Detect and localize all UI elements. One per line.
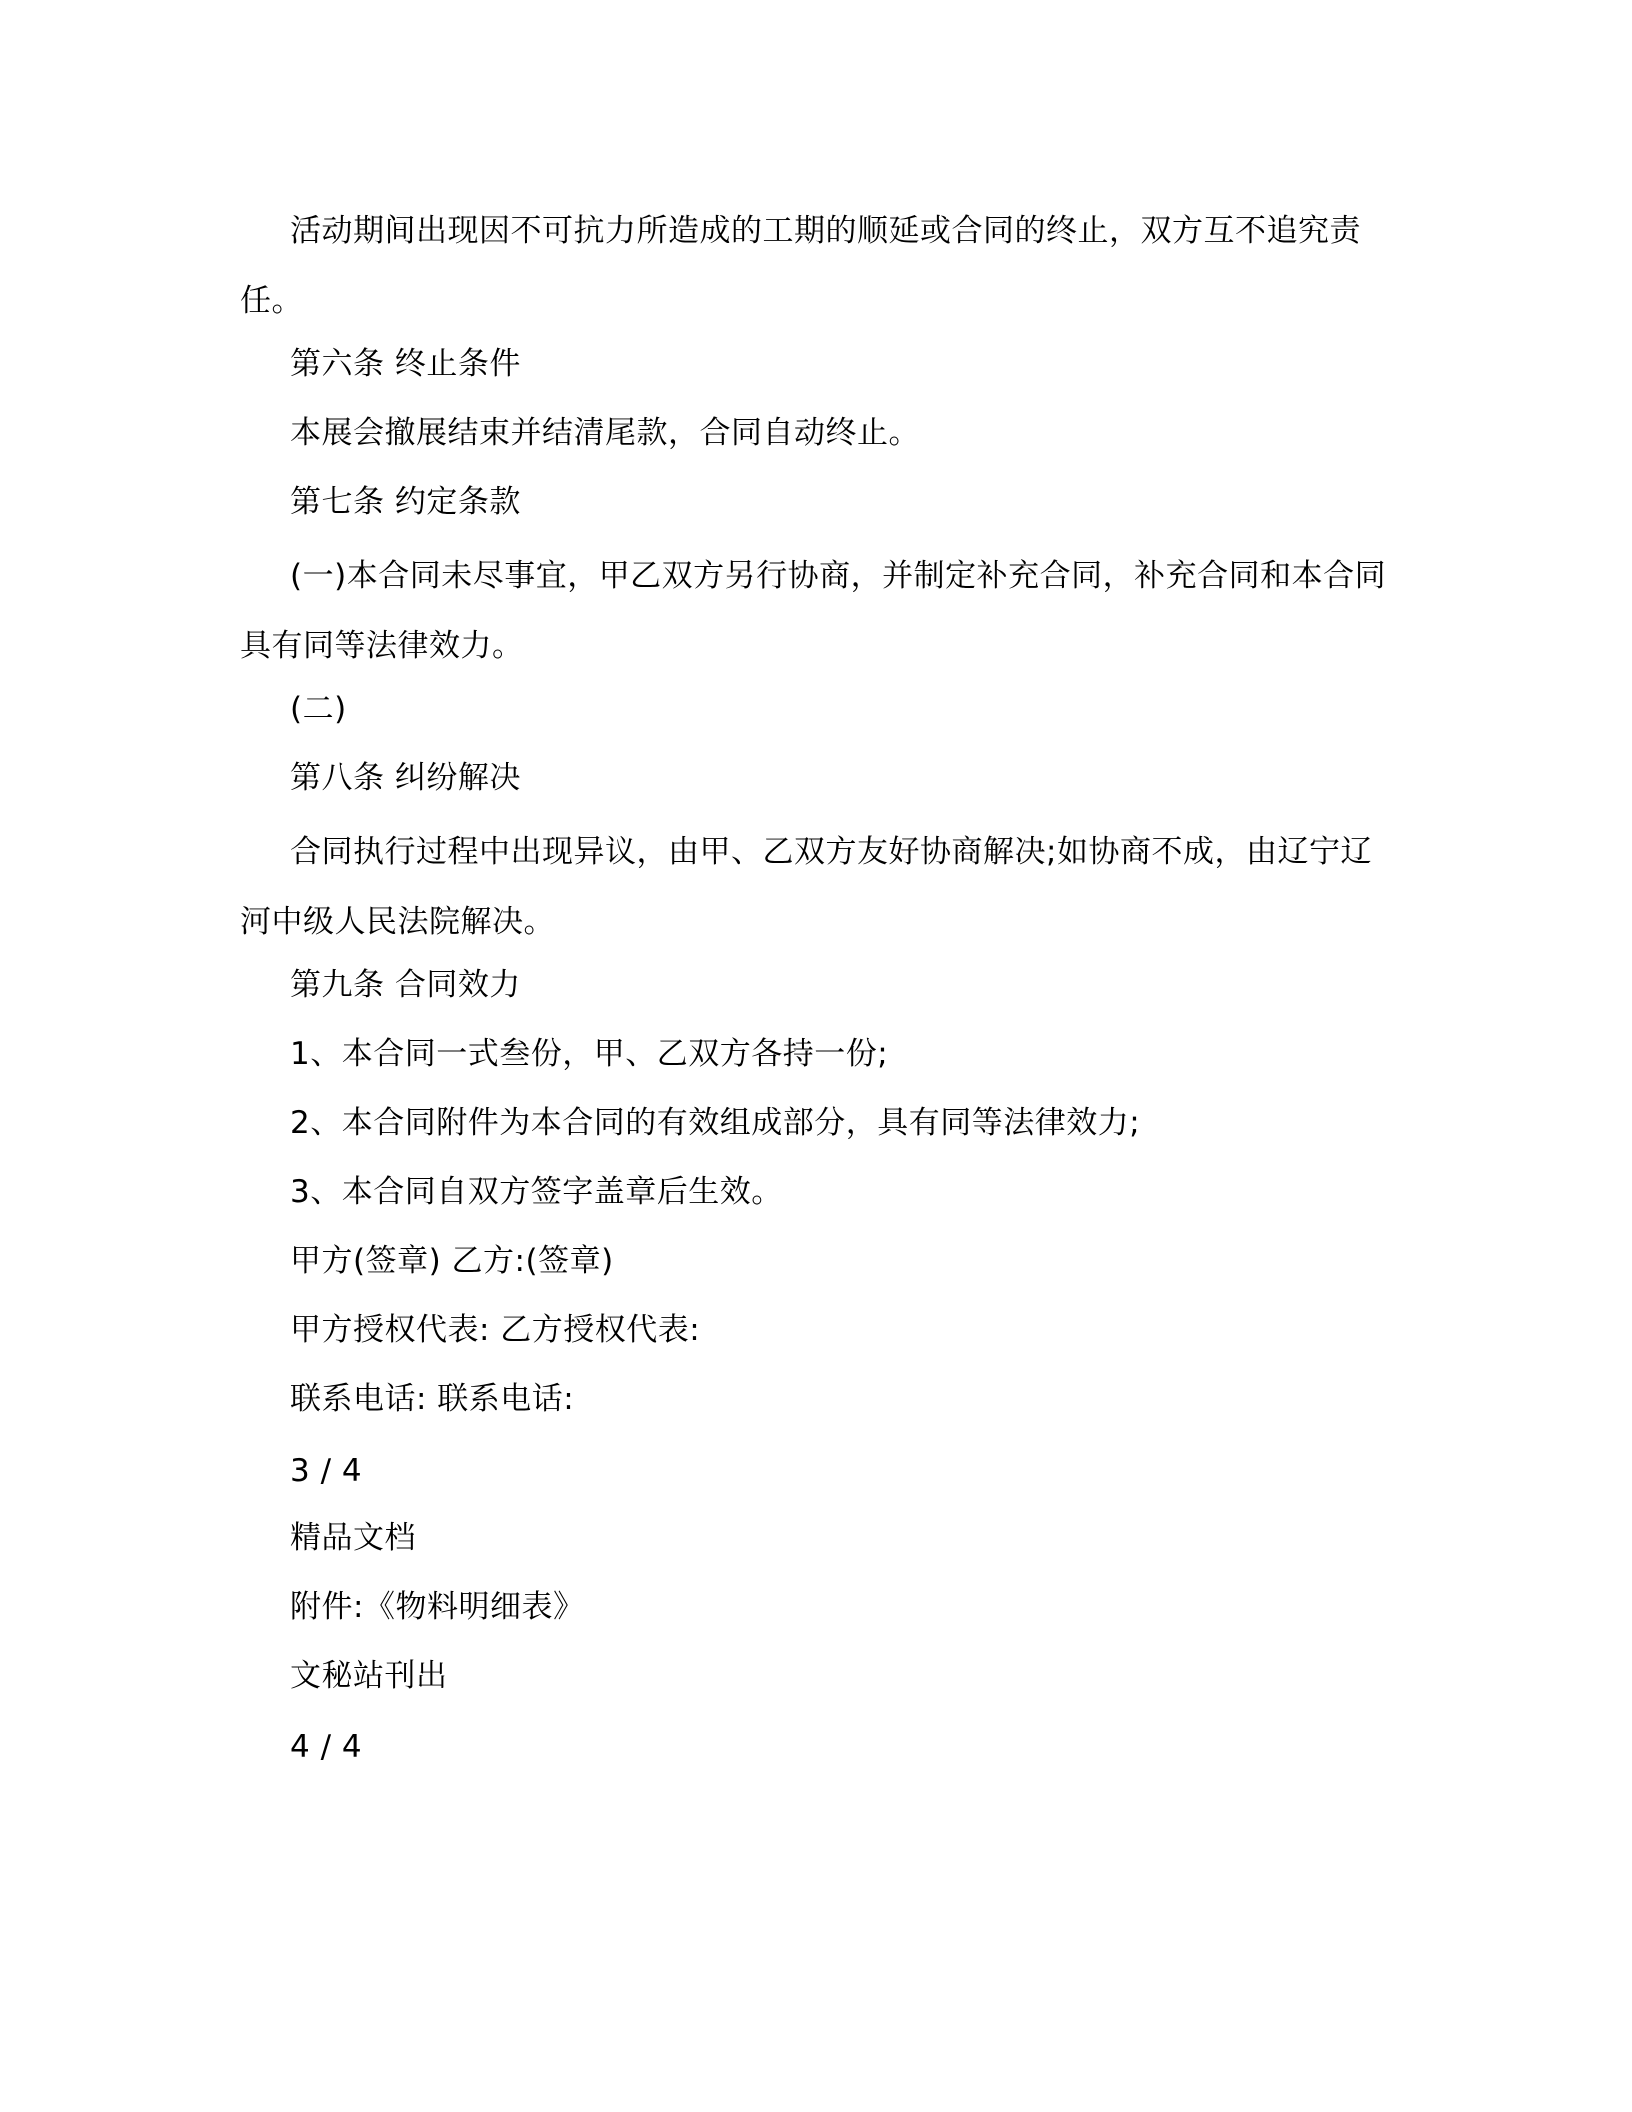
heading-article-6: 第六条 终止条件	[290, 346, 521, 382]
paragraph-effect-3: 3、本合同自双方签字盖章后生效。	[290, 1174, 783, 1210]
signature-line: 甲方(签章) 乙方:(签章)	[290, 1243, 614, 1279]
paragraph-effect-1: 1、本合同一式叁份，甲、乙双方各持一份;	[290, 1036, 889, 1072]
heading-article-8: 第八条 纠纷解决	[290, 760, 521, 796]
attachment-line: 附件:《物料明细表》	[290, 1589, 585, 1625]
heading-article-7: 第七条 约定条款	[290, 484, 521, 520]
paragraph-dispute: 合同执行过程中出现异议，由甲、乙双方友好协商解决;如协商不成，由辽宁辽河中级人民法院解决。	[240, 834, 1372, 940]
page-number-4: 4 / 4	[290, 1729, 363, 1765]
paragraph-force-majeure: 活动期间出现因不可抗力所造成的工期的顺延或合同的终止，双方互不追究责任。	[240, 213, 1361, 319]
paragraph-effect-2: 2、本合同附件为本合同的有效组成部分，具有同等法律效力;	[290, 1105, 1141, 1141]
paragraph-clause-2: (二)	[290, 691, 347, 727]
heading-article-9: 第九条 合同效力	[290, 967, 521, 1003]
paragraph-clause-1: (一)本合同未尽事宜，甲乙双方另行协商，并制定补充合同，补充合同和本合同具有同等法律效力。	[240, 558, 1387, 664]
page-number-3: 3 / 4	[290, 1453, 363, 1489]
source-line: 文秘站刊出	[290, 1658, 448, 1694]
paragraph-termination: 本展会撤展结束并结清尾款，合同自动终止。	[290, 415, 920, 451]
phone-line: 联系电话: 联系电话:	[290, 1381, 575, 1417]
document-label: 精品文档	[290, 1520, 416, 1556]
representative-line: 甲方授权代表: 乙方授权代表:	[290, 1312, 701, 1348]
